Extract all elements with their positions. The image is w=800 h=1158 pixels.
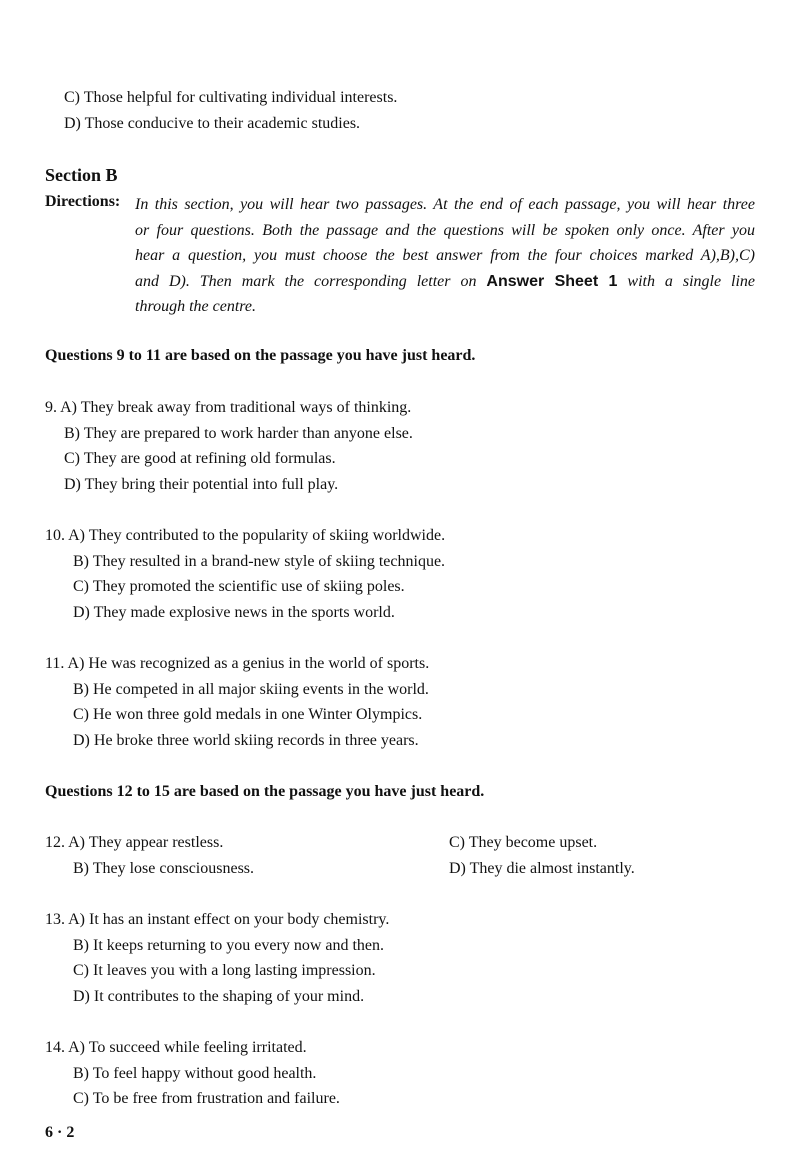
q13-option-a: 13. A) It has an instant effect on your body chemistry. [45, 911, 390, 928]
q11-option-a: 11. A) He was recognized as a genius in the world of sports. [45, 655, 430, 672]
prev-option-c: C) Those helpful for cultivating individual interests. [64, 89, 398, 106]
q11-option-d: D) He broke three world skiing records in three years. [73, 732, 419, 749]
q14-option-b: B) To feel happy without good health. [73, 1065, 317, 1082]
q12-option-a: 12. A) They appear restless. [45, 834, 224, 851]
q9-option-c: C) They are good at refining old formulas. [64, 450, 336, 467]
q12-option-c: C) They become upset. [449, 834, 598, 851]
q14-option-a: 14. A) To succeed while feeling irritated. [45, 1039, 307, 1056]
directions-line-4-start: and D). Then mark the corresponding letter on [135, 272, 477, 290]
q9-option-d: D) They bring their potential into full play. [64, 476, 339, 493]
q12-option-b: B) They lose consciousness. [73, 860, 255, 877]
directions-line-4 [135, 269, 755, 295]
prev-option-d: D) Those conducive to their academic studies. [64, 115, 361, 132]
group2-header: Questions 12 to 15 are based on the passage you have just heard. [45, 783, 485, 800]
q10-option-a: 10. A) They contributed to the popularity of skiing worldwide. [45, 527, 446, 544]
q14-option-c: C) To be free from frustration and failure. [73, 1090, 340, 1107]
q13-option-d: D) It contributes to the shaping of your mind. [73, 988, 365, 1005]
q13-option-c: C) It leaves you with a long lasting impression. [73, 962, 376, 979]
q11-option-c: C) He won three gold medals in one Winter Olympics. [73, 706, 423, 723]
directions-line-2: or four questions. Both the passage and the questions will be spoken only once. After you [135, 221, 755, 239]
q9-option-a: 9. A) They break away from traditional ways of thinking. [45, 399, 412, 416]
section-title: Section B [45, 165, 118, 185]
q10-option-b: B) They resulted in a brand-new style of skiing technique. [73, 553, 446, 570]
directions-line-3: hear a question, you must choose the best answer from the four choices marked A),B),C) [135, 247, 755, 264]
directions-line-5: through the centre. [135, 298, 257, 315]
directions-label: Directions: [45, 193, 121, 210]
q13-option-b: B) It keeps returning to you every now and then. [73, 937, 385, 954]
q11-option-b: B) He competed in all major skiing events in the world. [73, 681, 429, 698]
q9-option-b: B) They are prepared to work harder than anyone else. [64, 425, 413, 442]
answer-sheet-label: Answer Sheet 1 [486, 272, 618, 290]
q10-option-c: C) They promoted the scientific use of skiing poles. [73, 578, 405, 595]
directions-text [135, 192, 755, 320]
group1-header: Questions 9 to 11 are based on the passage you have just heard. [45, 347, 476, 364]
directions-line-4-end: with a single line [627, 272, 756, 290]
page-number: 6 · 2 [45, 1124, 75, 1141]
q10-option-d: D) They made explosive news in the sports world. [73, 604, 395, 621]
q12-option-d: D) They die almost instantly. [449, 860, 635, 877]
directions-line-1: In this section, you will hear two passages. At the end of each passage, you will hear three [135, 196, 755, 213]
